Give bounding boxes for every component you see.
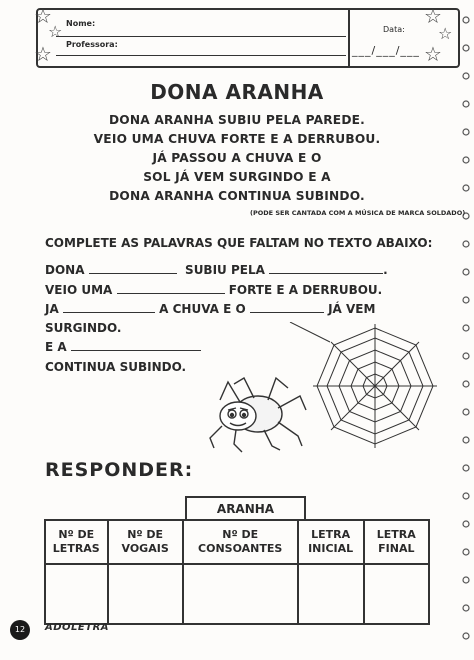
answer-cell[interactable]: [183, 564, 298, 624]
col-header-vowels: Nº DE VOGAIS: [108, 520, 183, 564]
star-icon: ☆: [424, 4, 442, 28]
exercise-line-6: CONTINUA SUBINDO.: [45, 360, 187, 374]
poem-line: JÁ PASSOU A CHUVA E O: [152, 151, 322, 165]
exercise-text: FORTE E A DERRUBOU.: [228, 283, 383, 297]
name-label: Nome:: [66, 19, 96, 28]
star-icon: ☆: [438, 24, 453, 43]
answer-blank[interactable]: [63, 302, 155, 313]
brand-logo: ADOLETRA: [45, 622, 110, 633]
poem-line: DONA ARANHA CONTINUA SUBINDO.: [109, 189, 365, 203]
answer-blank[interactable]: [269, 263, 383, 274]
header-divider: [348, 10, 350, 66]
table-group-header: ARANHA: [185, 496, 306, 521]
page-number: 12: [10, 620, 30, 640]
name-line: [56, 36, 346, 37]
exercise-text: .: [383, 263, 388, 277]
poem-line: VEIO UMA CHUVA FORTE E A DERRUBOU.: [93, 132, 381, 146]
poem-line: DONA ARANHA SUBIU PELA PAREDE.: [108, 113, 366, 127]
star-icon: ☆: [424, 42, 442, 66]
poem-line: SOL JÁ VEM SURGINDO E A: [143, 170, 331, 184]
answer-blank[interactable]: [250, 302, 324, 313]
col-header-final: LETRA FINAL: [364, 520, 429, 564]
exercise-text: JÁ VEM: [328, 302, 376, 316]
exercise-text: VEIO UMA: [45, 283, 113, 297]
exercise-text: JA: [45, 302, 59, 316]
col-header-initial: LETRA INICIAL: [298, 520, 364, 564]
answer-cell[interactable]: [45, 564, 108, 624]
exercise-line-1: [45, 263, 388, 277]
answer-cell[interactable]: [298, 564, 364, 624]
star-icon: ☆: [34, 4, 52, 28]
answer-cell[interactable]: [364, 564, 429, 624]
exercise-text: A CHUVA E O: [159, 302, 246, 316]
exercise-line-4: SURGINDO.: [45, 321, 122, 335]
answer-blank[interactable]: [89, 263, 177, 274]
spider-web-illustration: [180, 322, 450, 462]
exercise-text: DONA: [45, 263, 85, 277]
star-icon: ☆: [34, 42, 52, 66]
table-row: [45, 564, 429, 624]
exercise-text: SUBIU PELA: [185, 263, 265, 277]
date-label: Data:: [383, 25, 405, 34]
answer-table: [44, 519, 430, 625]
table-header-row: [45, 520, 429, 564]
teacher-label: Professora:: [66, 40, 118, 49]
col-header-letters: Nº DE LETRAS: [45, 520, 108, 564]
exercise-text: E A: [45, 340, 67, 354]
header-box: [34, 4, 460, 68]
date-blanks: ___/___/___: [352, 44, 420, 57]
exercise-line-5: [45, 340, 201, 354]
page-title: DONA ARANHA: [150, 80, 324, 104]
respond-heading: RESPONDER:: [45, 459, 194, 481]
exercise-line-3: [45, 302, 375, 316]
answer-cell[interactable]: [108, 564, 183, 624]
exercise-line-2: [45, 283, 382, 297]
answer-blank[interactable]: [117, 283, 225, 294]
instruction: COMPLETE AS PALAVRAS QUE FALTAM NO TEXTO ABAIXO:: [45, 236, 433, 250]
star-icon: ☆: [48, 22, 63, 41]
col-header-consonants: Nº DE CONSOANTES: [183, 520, 298, 564]
song-note: (PODE SER CANTADA COM A MÚSICA DE MARCA SOLDADO): [250, 209, 466, 217]
teacher-line: [56, 55, 346, 56]
